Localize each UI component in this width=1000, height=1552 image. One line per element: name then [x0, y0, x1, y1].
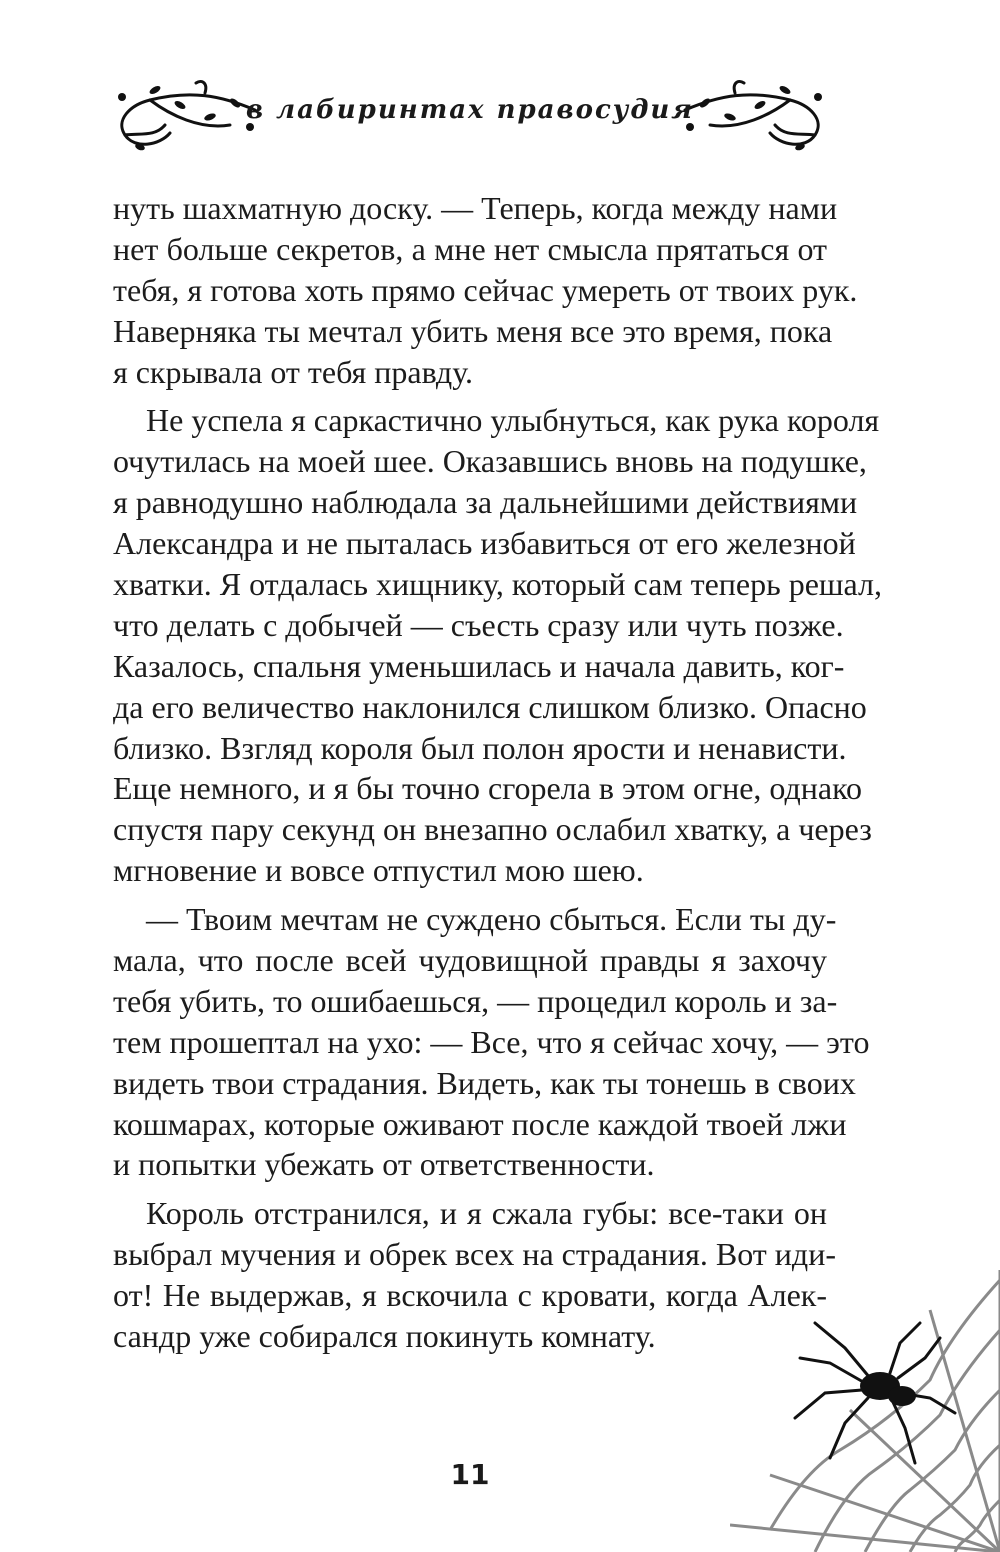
text-line: близко. Взгляд короля был полон ярости и ненависти. — [113, 729, 847, 766]
text-line: спустя пару секунд он внезапно ослабил хватку, а через — [113, 811, 872, 848]
text-line: хватки. Я отдалась хищнику, который сам теперь решал, — [113, 566, 882, 603]
text-line: что делать с добычей — съесть сразу или чуть позже. — [113, 606, 844, 643]
text-line: видеть твои страдания. Видеть, как ты тонешь в своих — [113, 1064, 856, 1101]
main-text — [113, 188, 882, 1357]
text-line: выбрал мучения и обрек всех на страдания. Вот иди- — [113, 1236, 836, 1273]
running-title: в лабиринтах правосудия — [245, 95, 695, 125]
text-line: кошмарах, которые оживают после каждой твоей лжи — [113, 1105, 847, 1142]
text-line: сандр уже собирался покинуть комнату. — [113, 1318, 656, 1355]
text-line: Александра и не пыталась избавиться от его железной — [113, 525, 856, 562]
text-line: Еще немного, и я бы точно сгорела в этом огне, однако — [113, 770, 863, 807]
text-line: нуть шахматную доску. — Теперь, когда между нами — [113, 190, 838, 226]
text-line: тебя убить, то ошибаешься, — процедил король и за- — [113, 982, 838, 1019]
text-line: да его величество наклонился слишком близко. Опасно — [113, 688, 867, 725]
text-line: я равнодушно наблюдала за дальнейшими действиями — [113, 484, 858, 521]
text-line: и попытки убежать от ответственности. — [113, 1146, 655, 1183]
text-line: мала, что после всей чудовищной правды я захочу — [113, 942, 827, 979]
text-line: Казалось, спальня уменьшилась и начала давить, ког- — [113, 647, 845, 684]
paragraph — [113, 1193, 836, 1357]
text-line: тем прошептал на ухо: — Все, что я сейчас хочу, — это — [113, 1023, 870, 1060]
text-line: нет больше секретов, а мне нет смысла прятаться от — [113, 230, 827, 267]
text-line: мгновение и вовсе отпустил мою шею. — [113, 852, 644, 889]
paragraph — [113, 400, 882, 891]
text-line: очутилась на моей шее. Оказавшись вновь на подушке, — [113, 443, 867, 480]
page-number: 11 — [450, 1458, 490, 1491]
text-line: Король отстранился, и я сжала губы: все-таки он — [146, 1195, 827, 1232]
text-line: я скрывала от тебя правду. — [113, 353, 473, 390]
text-line: от! Не выдержав, я вскочила с кровати, когда Алек- — [113, 1277, 827, 1314]
text-line: тебя, я готова хоть прямо сейчас умереть от твоих рук. — [113, 271, 858, 308]
text-line: Наверняка ты мечтал убить меня все это время, пока — [113, 312, 833, 349]
spider-icon — [790, 1318, 960, 1468]
text-line: Не успела я саркастично улыбнуться, как рука короля — [146, 402, 880, 439]
paragraph — [113, 188, 858, 392]
text-line: — Твоим мечтам не суждено сбыться. Если ты ду- — [146, 901, 837, 938]
paragraph — [113, 899, 870, 1185]
running-header — [110, 75, 830, 160]
